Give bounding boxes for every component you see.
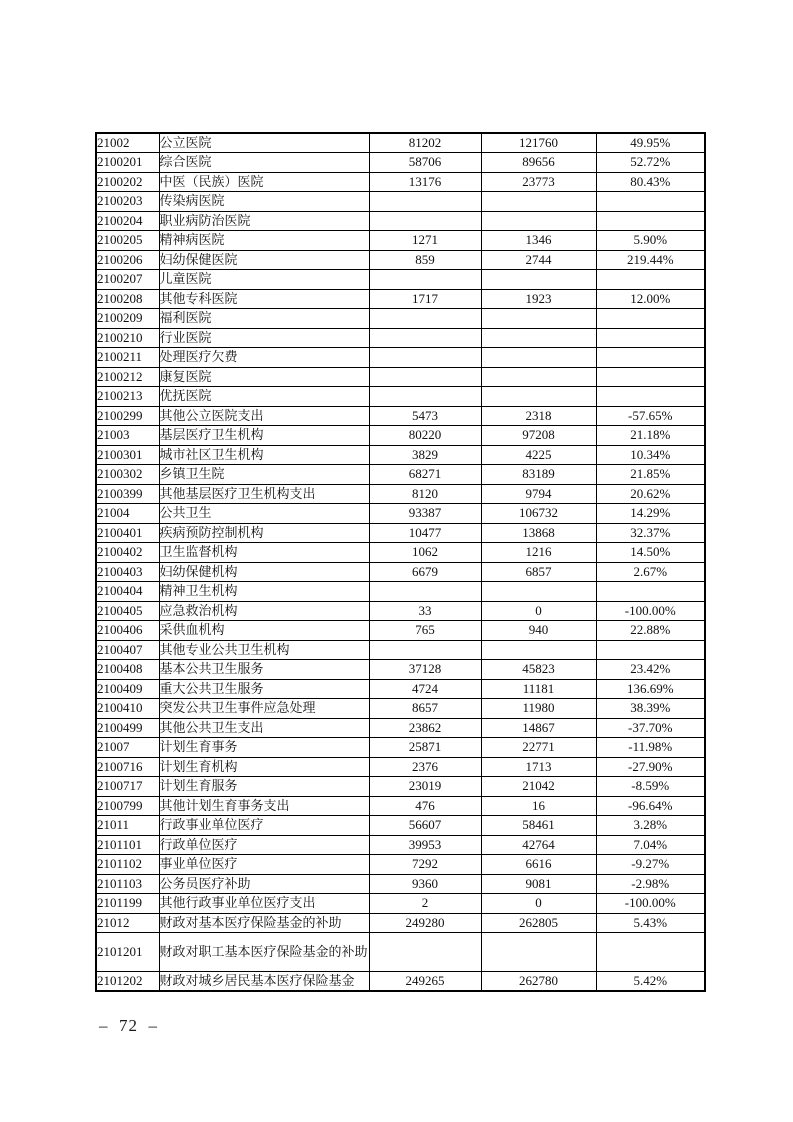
row-change-pct: 14.29%: [596, 504, 705, 524]
row-value-budget: 23862: [369, 718, 481, 738]
row-code: 21002: [96, 133, 159, 153]
row-value-actual: 13868: [481, 523, 596, 543]
row-change-pct: 80.43%: [596, 172, 705, 192]
row-code: 2101102: [96, 855, 159, 875]
row-value-budget: 249280: [369, 913, 481, 933]
row-name: 卫生监督机构: [159, 543, 369, 563]
table-row: [96, 933, 705, 972]
table-row: [96, 972, 705, 992]
table-row: [96, 718, 705, 738]
table-row: [96, 816, 705, 836]
row-name: 福利医院: [159, 309, 369, 329]
row-change-pct: 7.04%: [596, 835, 705, 855]
row-change-pct: 38.39%: [596, 699, 705, 719]
row-value-actual: 11980: [481, 699, 596, 719]
row-value-budget: [369, 348, 481, 368]
row-name: 精神病医院: [159, 231, 369, 251]
row-value-actual: 58461: [481, 816, 596, 836]
row-change-pct: 3.28%: [596, 816, 705, 836]
row-code: 2100201: [96, 153, 159, 173]
row-change-pct: -11.98%: [596, 738, 705, 758]
row-value-budget: 476: [369, 796, 481, 816]
row-value-actual: 106732: [481, 504, 596, 524]
table-row: [96, 153, 705, 173]
row-code: 2100299: [96, 406, 159, 426]
table-row: [96, 367, 705, 387]
row-code: 2101101: [96, 835, 159, 855]
row-value-budget: [369, 582, 481, 602]
row-name: 公立医院: [159, 133, 369, 153]
table-row: [96, 660, 705, 680]
row-change-pct: 49.95%: [596, 133, 705, 153]
row-value-budget: 2: [369, 894, 481, 914]
table-row: [96, 270, 705, 290]
row-code: 2100210: [96, 328, 159, 348]
row-code: 2100206: [96, 250, 159, 270]
row-value-budget: [369, 211, 481, 231]
row-value-actual: 16: [481, 796, 596, 816]
row-value-actual: 4225: [481, 445, 596, 465]
row-name: 精神卫生机构: [159, 582, 369, 602]
row-code: 21007: [96, 738, 159, 758]
row-value-budget: 1271: [369, 231, 481, 251]
row-change-pct: [596, 933, 705, 972]
row-value-budget: 249265: [369, 972, 481, 992]
table-row: [96, 601, 705, 621]
row-change-pct: -57.65%: [596, 406, 705, 426]
table-row: [96, 738, 705, 758]
row-change-pct: 136.69%: [596, 679, 705, 699]
row-value-budget: [369, 309, 481, 329]
row-value-budget: 9360: [369, 874, 481, 894]
row-name: 计划生育机构: [159, 757, 369, 777]
row-change-pct: 10.34%: [596, 445, 705, 465]
row-value-actual: 1346: [481, 231, 596, 251]
row-value-budget: [369, 367, 481, 387]
row-change-pct: [596, 270, 705, 290]
row-value-budget: 765: [369, 621, 481, 641]
row-code: 2100213: [96, 387, 159, 407]
budget-table: [95, 132, 706, 992]
row-change-pct: 5.43%: [596, 913, 705, 933]
row-change-pct: 22.88%: [596, 621, 705, 641]
row-change-pct: 23.42%: [596, 660, 705, 680]
row-change-pct: [596, 192, 705, 212]
row-value-actual: [481, 270, 596, 290]
row-name: 其他行政事业单位医疗支出: [159, 894, 369, 914]
row-code: 2101202: [96, 972, 159, 992]
row-code: 21004: [96, 504, 159, 524]
row-change-pct: 21.85%: [596, 465, 705, 485]
row-change-pct: -9.27%: [596, 855, 705, 875]
table-row: [96, 406, 705, 426]
row-value-actual: 11181: [481, 679, 596, 699]
row-name: 妇幼保健医院: [159, 250, 369, 270]
table-row: [96, 231, 705, 251]
row-code: 2100208: [96, 289, 159, 309]
row-code: 2100301: [96, 445, 159, 465]
row-value-actual: 940: [481, 621, 596, 641]
row-name: 基层医疗卫生机构: [159, 426, 369, 446]
table-row: [96, 679, 705, 699]
row-code: 2100410: [96, 699, 159, 719]
table-row: [96, 855, 705, 875]
table-row: [96, 777, 705, 797]
row-value-budget: 7292: [369, 855, 481, 875]
row-name: 中医（民族）医院: [159, 172, 369, 192]
row-code: 21011: [96, 816, 159, 836]
row-change-pct: [596, 582, 705, 602]
row-name: 行业医院: [159, 328, 369, 348]
row-value-budget: [369, 270, 481, 290]
row-value-actual: [481, 640, 596, 660]
row-change-pct: [596, 309, 705, 329]
row-value-budget: [369, 328, 481, 348]
row-value-budget: [369, 640, 481, 660]
row-change-pct: -96.64%: [596, 796, 705, 816]
row-name: 公务员医疗补助: [159, 874, 369, 894]
row-code: 2100403: [96, 562, 159, 582]
row-name: 其他公共卫生支出: [159, 718, 369, 738]
table-row: [96, 133, 705, 153]
row-change-pct: 12.00%: [596, 289, 705, 309]
row-value-actual: 45823: [481, 660, 596, 680]
row-value-actual: [481, 582, 596, 602]
row-code: 2100499: [96, 718, 159, 738]
row-name: 综合医院: [159, 153, 369, 173]
row-value-budget: 2376: [369, 757, 481, 777]
row-value-actual: 0: [481, 601, 596, 621]
row-change-pct: 21.18%: [596, 426, 705, 446]
row-name: 城市社区卫生机构: [159, 445, 369, 465]
row-code: 21012: [96, 913, 159, 933]
row-value-budget: 859: [369, 250, 481, 270]
row-name: 优抚医院: [159, 387, 369, 407]
row-change-pct: [596, 387, 705, 407]
row-change-pct: -8.59%: [596, 777, 705, 797]
row-value-budget: 58706: [369, 153, 481, 173]
row-change-pct: 5.42%: [596, 972, 705, 992]
row-value-actual: 0: [481, 894, 596, 914]
table-row: [96, 796, 705, 816]
row-value-actual: 89656: [481, 153, 596, 173]
table-row: [96, 192, 705, 212]
row-name: 事业单位医疗: [159, 855, 369, 875]
row-value-budget: 3829: [369, 445, 481, 465]
row-code: 2100203: [96, 192, 159, 212]
row-value-actual: 2318: [481, 406, 596, 426]
table-row: [96, 699, 705, 719]
row-value-actual: 6857: [481, 562, 596, 582]
row-value-actual: [481, 328, 596, 348]
table-row: [96, 348, 705, 368]
row-name: 其他基层医疗卫生机构支出: [159, 484, 369, 504]
row-change-pct: 2.67%: [596, 562, 705, 582]
table-row: [96, 289, 705, 309]
row-value-budget: 25871: [369, 738, 481, 758]
table-row: [96, 621, 705, 641]
row-code: 2100399: [96, 484, 159, 504]
row-change-pct: 14.50%: [596, 543, 705, 563]
row-change-pct: [596, 348, 705, 368]
row-change-pct: 20.62%: [596, 484, 705, 504]
table-row: [96, 874, 705, 894]
row-value-actual: [481, 309, 596, 329]
row-code: 2100406: [96, 621, 159, 641]
row-value-budget: 23019: [369, 777, 481, 797]
row-name: 公共卫生: [159, 504, 369, 524]
row-change-pct: [596, 640, 705, 660]
row-value-actual: 9794: [481, 484, 596, 504]
table-row: [96, 309, 705, 329]
row-change-pct: [596, 367, 705, 387]
table-row: [96, 543, 705, 563]
row-code: 2101199: [96, 894, 159, 914]
row-code: 2100207: [96, 270, 159, 290]
page-number: – 72 –: [99, 1016, 158, 1035]
row-value-budget: 6679: [369, 562, 481, 582]
row-name: 儿童医院: [159, 270, 369, 290]
row-code: 2100302: [96, 465, 159, 485]
row-value-budget: 33: [369, 601, 481, 621]
row-value-budget: 8657: [369, 699, 481, 719]
row-change-pct: 32.37%: [596, 523, 705, 543]
row-name: 重大公共卫生服务: [159, 679, 369, 699]
row-change-pct: 5.90%: [596, 231, 705, 251]
row-value-actual: [481, 192, 596, 212]
row-value-budget: 37128: [369, 660, 481, 680]
row-value-actual: [481, 933, 596, 972]
table-row: [96, 172, 705, 192]
row-value-budget: 8120: [369, 484, 481, 504]
row-code: 2100716: [96, 757, 159, 777]
row-code: 2100204: [96, 211, 159, 231]
row-code: 2100407: [96, 640, 159, 660]
row-value-budget: 68271: [369, 465, 481, 485]
row-change-pct: 219.44%: [596, 250, 705, 270]
table-row: [96, 426, 705, 446]
row-name: 职业病防治医院: [159, 211, 369, 231]
row-value-budget: [369, 192, 481, 212]
row-value-budget: 5473: [369, 406, 481, 426]
row-value-actual: 1216: [481, 543, 596, 563]
table-row: [96, 757, 705, 777]
row-name: 其他专科医院: [159, 289, 369, 309]
row-code: 2100205: [96, 231, 159, 251]
row-value-actual: 97208: [481, 426, 596, 446]
row-name: 其他计划生育事务支出: [159, 796, 369, 816]
row-change-pct: -2.98%: [596, 874, 705, 894]
row-name: 计划生育事务: [159, 738, 369, 758]
row-value-actual: [481, 348, 596, 368]
row-code: 2100212: [96, 367, 159, 387]
row-name: 其他公立医院支出: [159, 406, 369, 426]
table-row: [96, 465, 705, 485]
row-name: 财政对职工基本医疗保险基金的补助: [159, 933, 369, 972]
row-value-actual: 83189: [481, 465, 596, 485]
row-code: 2100408: [96, 660, 159, 680]
row-value-actual: 6616: [481, 855, 596, 875]
row-name: 传染病医院: [159, 192, 369, 212]
row-code: 2100202: [96, 172, 159, 192]
row-name: 财政对基本医疗保险基金的补助: [159, 913, 369, 933]
row-change-pct: -37.70%: [596, 718, 705, 738]
row-value-budget: 39953: [369, 835, 481, 855]
row-name: 处理医疗欠费: [159, 348, 369, 368]
table-row: [96, 387, 705, 407]
row-name: 康复医院: [159, 367, 369, 387]
row-value-actual: 262805: [481, 913, 596, 933]
row-name: 行政事业单位医疗: [159, 816, 369, 836]
row-value-actual: 22771: [481, 738, 596, 758]
row-change-pct: 52.72%: [596, 153, 705, 173]
row-change-pct: -27.90%: [596, 757, 705, 777]
row-change-pct: [596, 211, 705, 231]
row-code: 2100405: [96, 601, 159, 621]
row-change-pct: -100.00%: [596, 601, 705, 621]
row-name: 应急救治机构: [159, 601, 369, 621]
row-value-actual: [481, 367, 596, 387]
row-code: 2100402: [96, 543, 159, 563]
row-value-actual: 262780: [481, 972, 596, 992]
row-value-actual: [481, 387, 596, 407]
row-name: 乡镇卫生院: [159, 465, 369, 485]
row-value-actual: 2744: [481, 250, 596, 270]
row-name: 计划生育服务: [159, 777, 369, 797]
row-code: 2101201: [96, 933, 159, 972]
row-name: 采供血机构: [159, 621, 369, 641]
row-value-budget: [369, 933, 481, 972]
row-value-actual: 1713: [481, 757, 596, 777]
table-row: [96, 484, 705, 504]
row-value-actual: 23773: [481, 172, 596, 192]
row-name: 行政单位医疗: [159, 835, 369, 855]
row-value-budget: 4724: [369, 679, 481, 699]
row-value-budget: 10477: [369, 523, 481, 543]
table-row: [96, 582, 705, 602]
table-row: [96, 328, 705, 348]
row-value-budget: 13176: [369, 172, 481, 192]
row-value-budget: 56607: [369, 816, 481, 836]
row-code: 2100401: [96, 523, 159, 543]
row-value-budget: 1062: [369, 543, 481, 563]
row-value-actual: 9081: [481, 874, 596, 894]
row-value-actual: 21042: [481, 777, 596, 797]
row-value-budget: [369, 387, 481, 407]
row-value-budget: 81202: [369, 133, 481, 153]
row-name: 妇幼保健机构: [159, 562, 369, 582]
table-row: [96, 445, 705, 465]
row-code: 2100409: [96, 679, 159, 699]
row-code: 2100799: [96, 796, 159, 816]
row-name: 其他专业公共卫生机构: [159, 640, 369, 660]
table-row: [96, 835, 705, 855]
row-value-budget: 1717: [369, 289, 481, 309]
row-name: 财政对城乡居民基本医疗保险基金: [159, 972, 369, 992]
table-row: [96, 211, 705, 231]
table-row: [96, 894, 705, 914]
row-code: 2100404: [96, 582, 159, 602]
table-row: [96, 913, 705, 933]
row-code: 21003: [96, 426, 159, 446]
row-value-actual: 121760: [481, 133, 596, 153]
row-code: 2101103: [96, 874, 159, 894]
row-value-actual: 1923: [481, 289, 596, 309]
budget-table-body: [96, 133, 705, 991]
table-row: [96, 504, 705, 524]
row-value-budget: 93387: [369, 504, 481, 524]
row-value-budget: 80220: [369, 426, 481, 446]
row-value-actual: 14867: [481, 718, 596, 738]
table-row: [96, 640, 705, 660]
row-value-actual: 42764: [481, 835, 596, 855]
table-row: [96, 250, 705, 270]
row-value-actual: [481, 211, 596, 231]
row-name: 基本公共卫生服务: [159, 660, 369, 680]
row-change-pct: [596, 328, 705, 348]
table-row: [96, 562, 705, 582]
row-code: 2100211: [96, 348, 159, 368]
row-code: 2100209: [96, 309, 159, 329]
row-name: 疾病预防控制机构: [159, 523, 369, 543]
row-change-pct: -100.00%: [596, 894, 705, 914]
row-code: 2100717: [96, 777, 159, 797]
row-name: 突发公共卫生事件应急处理: [159, 699, 369, 719]
table-row: [96, 523, 705, 543]
